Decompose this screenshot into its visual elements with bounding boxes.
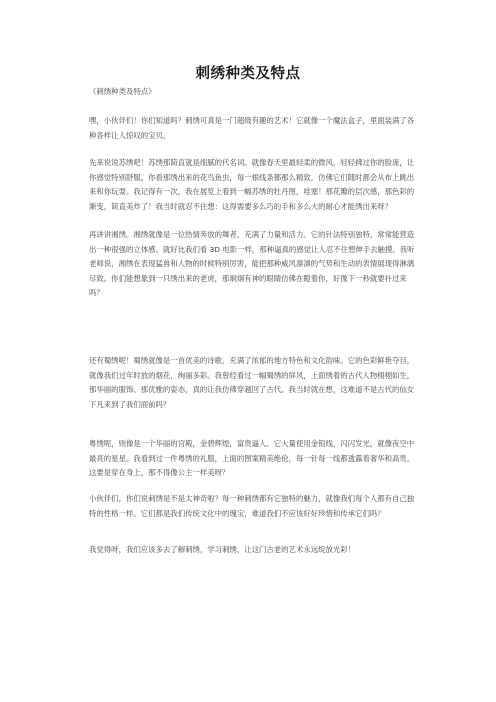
- paragraph-yuexiu: 粤绣呢，则像是一个华丽的宫殿，金碧辉煌，富贵逼人。它大量使用金银线，闪闪发光，就像夜空中最亮的星星。我看到过一件粤绣的礼服，上面的图案精美绝伦，每一针每一线都透露着奢华和高贵。这要是穿在身上，那不得像公主一样美呀？: [89, 439, 415, 478]
- paragraph-suxiu: 先来说说苏绣吧！苏绣那简直就是细腻的代名词。就像春天里最轻柔的微风，轻轻拂过你的脸庞，让你感觉特别舒服。你看那绣出来的花鸟鱼虫，每一根线条都那么精致，仿佛它们随时都会从布上跳出来和你玩耍。我记得有一次，我在展览上看到一幅苏绣的牡丹图，哇塞！那花瓣的层次感，那色彩的渐变，简直美炸了！我当时就忍不住想：这得需要多么巧的手和多么大的耐心才能绣出来呀？: [89, 158, 415, 211]
- paragraph-xiangxiu: 再讲讲湘绣。湘绣就像是一位热情奔放的舞者，充满了力量和活力。它的针法特别独特，常常能营造出一种很强的立体感。就好比我们看 3D 电影一样，那种逼真的感觉让人忍不住想伸手去触摸。我听老师说，湘绣在表现猛兽和人物的时候特别厉害，能把那种威风凛凛的气势和生动的表情展现得淋漓尽致。你们能想象到一只绣出来的老虎，那炯炯有神的眼睛仿佛在瞪着你，好像下一秒就要扑过来吗？: [89, 230, 415, 298]
- paragraph-shuxiu: 还有蜀绣呢！蜀绣就像是一首优美的诗歌，充满了浓郁的地方特色和文化韵味。它的色彩鲜艳夺目，就像我们过年时放的烟花，绚丽多彩。我曾经看过一幅蜀绣的屏风，上面绣着的古代人物栩栩如生，那华丽的服饰、那优雅的姿态，真的让我仿佛穿越回了古代。我当时就在想，这难道不是古代的仙女下凡来到了我们面前吗？: [89, 356, 415, 409]
- document-subtitle: 《刺绣种类及特点》: [89, 87, 156, 96]
- paragraph-summary: 小伙伴们，你们说刺绣是不是太神奇啦？每一种刺绣都有它独特的魅力，就像我们每个人都有自己独特的性格一样。它们都是我们传统文化中的瑰宝，难道我们不应该好好珍惜和传承它们吗？: [89, 494, 415, 518]
- document-title: 刺绣种类及特点: [195, 66, 301, 82]
- paragraph-intro: 嘿，小伙伴们！你们知道吗？刺绣可真是一门超级有趣的艺术！它就像一个魔法盒子，里面装满了各种各样让人惊叹的宝贝。: [89, 116, 415, 140]
- paragraph-conclusion: 我觉得呀，我们应该多去了解刺绣，学习刺绣，让这门古老的艺术永远绽放光彩！: [89, 545, 356, 554]
